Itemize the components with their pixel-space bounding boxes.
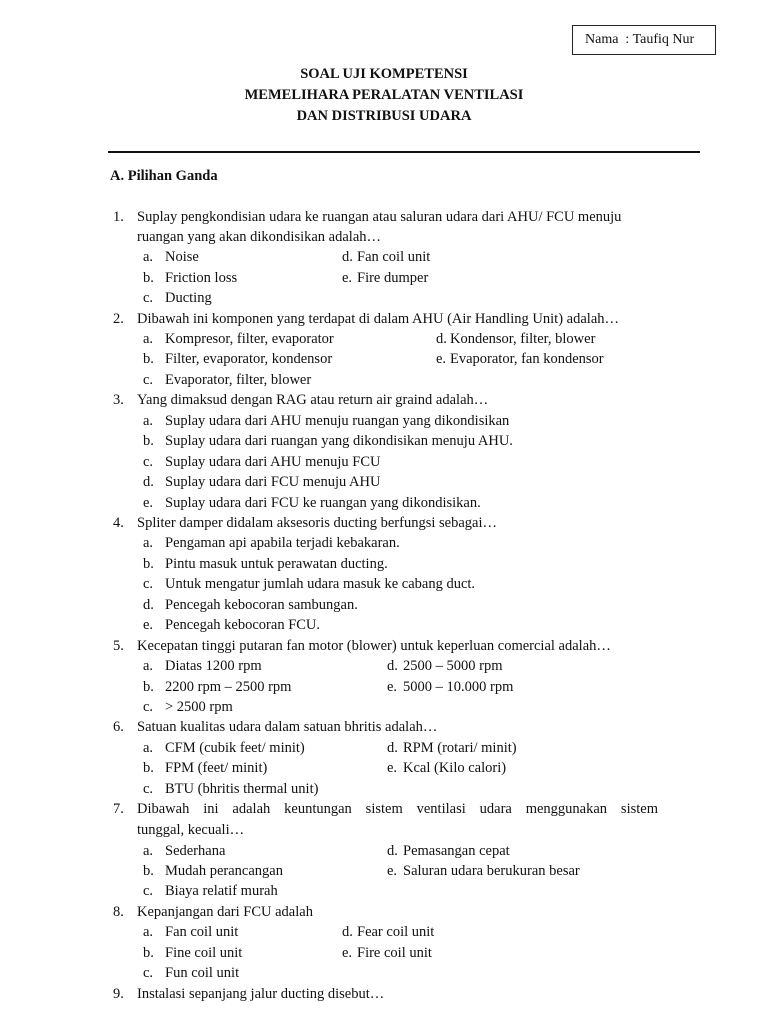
option-label: e.	[143, 617, 154, 633]
option-label: a.	[143, 924, 154, 940]
question-text: Yang dimaksud dengan RAG atau return air graind adalah…	[137, 392, 489, 408]
option-text: Pintu masuk untuk perawatan ducting.	[165, 556, 388, 572]
question-number: 2.	[113, 311, 124, 327]
option-label: d.	[436, 331, 447, 347]
option-text: Sederhana	[165, 843, 226, 859]
option-text: Fun coil unit	[165, 965, 240, 981]
option-label: a.	[143, 331, 154, 347]
option-text: Pencegah kebocoran FCU.	[165, 617, 321, 633]
option-label: c.	[143, 576, 154, 592]
option-label: d.	[342, 924, 353, 940]
option-text: 2200 rpm – 2500 rpm	[165, 679, 292, 695]
question-text: Dibawah ini adalah keuntungan sistem ventilasi udara menggunakan sistem	[137, 801, 658, 817]
option-text: Fire coil unit	[357, 945, 432, 961]
option-label: a.	[143, 535, 154, 551]
option-label: c.	[143, 290, 154, 306]
option-label: a.	[143, 413, 154, 429]
option-text: Pemasangan cepat	[403, 843, 510, 859]
option-text: Suplay udara dari AHU menuju ruangan yang dikondisikan	[165, 413, 510, 429]
option-label: e.	[436, 351, 447, 367]
question-text: Instalasi sepanjang jalur ducting disebut…	[137, 986, 385, 1002]
question-text: Suplay pengkondisian udara ke ruangan atau saluran udara dari AHU/ FCU menuju	[137, 209, 622, 225]
option-text: Suplay udara dari AHU menuju FCU	[165, 454, 381, 470]
question-number: 7.	[113, 801, 124, 817]
option-text: Friction loss	[165, 270, 238, 286]
option-text: Fear coil unit	[357, 924, 435, 940]
option-text: Evaporator, filter, blower	[165, 372, 312, 388]
question-text: Spliter damper didalam aksesoris ducting berfungsi sebagai…	[137, 515, 497, 531]
option-label: d.	[143, 474, 154, 490]
question-text: Satuan kualitas udara dalam satuan bhritis adalah…	[137, 719, 438, 735]
option-label: d.	[387, 843, 398, 859]
option-label: e.	[387, 863, 398, 879]
option-label: e.	[342, 270, 353, 286]
option-text: Suplay udara dari ruangan yang dikondisikan menuju AHU.	[165, 433, 513, 449]
document-title	[0, 64, 768, 127]
option-text: BTU (bhritis thermal unit)	[165, 781, 319, 797]
option-text: Kcal (Kilo calori)	[403, 760, 507, 776]
option-label: b.	[143, 351, 154, 367]
option-text: Diatas 1200 rpm	[165, 658, 262, 674]
option-label: e.	[387, 679, 398, 695]
option-label: b.	[143, 760, 154, 776]
option-text: Fan coil unit	[357, 249, 431, 265]
option-label: b.	[143, 270, 154, 286]
option-label: b.	[143, 433, 154, 449]
option-label: c.	[143, 699, 154, 715]
option-text: Noise	[165, 249, 199, 265]
option-label: c.	[143, 781, 154, 797]
name-box: Nama : Taufiq Nur	[572, 25, 716, 55]
option-label: d.	[387, 740, 398, 756]
question-text: ruangan yang akan dikondisikan adalah…	[137, 229, 382, 245]
option-label: a.	[143, 658, 154, 674]
option-text: Suplay udara dari FCU ke ruangan yang dikondisikan.	[165, 495, 481, 511]
option-label: e.	[342, 945, 353, 961]
option-text: Fan coil unit	[165, 924, 239, 940]
option-label: b.	[143, 863, 154, 879]
option-text: Untuk mengatur jumlah udara masuk ke cabang duct.	[165, 576, 476, 592]
option-text: 5000 – 10.000 rpm	[403, 679, 514, 695]
option-label: a.	[143, 740, 154, 756]
option-label: a.	[143, 843, 154, 859]
option-text: Ducting	[165, 290, 212, 306]
option-label: c.	[143, 372, 154, 388]
option-text: Mudah perancangan	[165, 863, 283, 879]
title-divider	[108, 151, 700, 153]
option-text: Fire dumper	[357, 270, 429, 286]
question-text: tunggal, kecuali…	[137, 822, 245, 838]
question-text: Kecepatan tinggi putaran fan motor (blower) untuk keperluan comercial adalah…	[137, 638, 611, 654]
question-number: 1.	[113, 209, 124, 225]
title-line: SOAL UJI KOMPETENSI	[300, 66, 468, 82]
option-label: d.	[342, 249, 353, 265]
option-label: b.	[143, 945, 154, 961]
option-text: Filter, evaporator, kondensor	[165, 351, 333, 367]
option-text: Pencegah kebocoran sambungan.	[165, 597, 358, 613]
option-label: d.	[143, 597, 154, 613]
option-text: Suplay udara dari FCU menuju AHU	[165, 474, 381, 490]
option-text: Evaporator, fan kondensor	[450, 351, 604, 367]
section-heading: A. Pilihan Ganda	[110, 168, 218, 184]
option-text: Kondensor, filter, blower	[450, 331, 596, 347]
option-label: c.	[143, 883, 154, 899]
option-label: e.	[387, 760, 398, 776]
option-text: FPM (feet/ minit)	[165, 760, 268, 776]
option-text: CFM (cubik feet/ minit)	[165, 740, 305, 756]
option-label: c.	[143, 454, 154, 470]
question-number: 4.	[113, 515, 124, 531]
option-text: > 2500 rpm	[165, 699, 233, 715]
question-number: 3.	[113, 392, 124, 408]
question-number: 8.	[113, 904, 124, 920]
option-text: Kompresor, filter, evaporator	[165, 331, 334, 347]
question-number: 9.	[113, 986, 124, 1002]
option-text: Saluran udara berukuran besar	[403, 863, 580, 879]
question-number: 5.	[113, 638, 124, 654]
option-label: a.	[143, 249, 154, 265]
option-label: b.	[143, 556, 154, 572]
question-text: Kepanjangan dari FCU adalah	[137, 904, 313, 920]
title-line: DAN DISTRIBUSI UDARA	[296, 108, 472, 124]
option-text: Biaya relatif murah	[165, 883, 278, 899]
option-text: 2500 – 5000 rpm	[403, 658, 503, 674]
option-label: c.	[143, 965, 154, 981]
option-text: Fine coil unit	[165, 945, 243, 961]
question-text: Dibawah ini komponen yang terdapat di dalam AHU (Air Handling Unit) adalah…	[137, 311, 620, 327]
option-text: RPM (rotari/ minit)	[403, 740, 517, 756]
option-label: d.	[387, 658, 398, 674]
option-label: e.	[143, 495, 154, 511]
question-number: 6.	[113, 719, 124, 735]
option-label: b.	[143, 679, 154, 695]
option-text: Pengaman api apabila terjadi kebakaran.	[165, 535, 400, 551]
title-line: MEMELIHARA PERALATAN VENTILASI	[244, 87, 524, 103]
